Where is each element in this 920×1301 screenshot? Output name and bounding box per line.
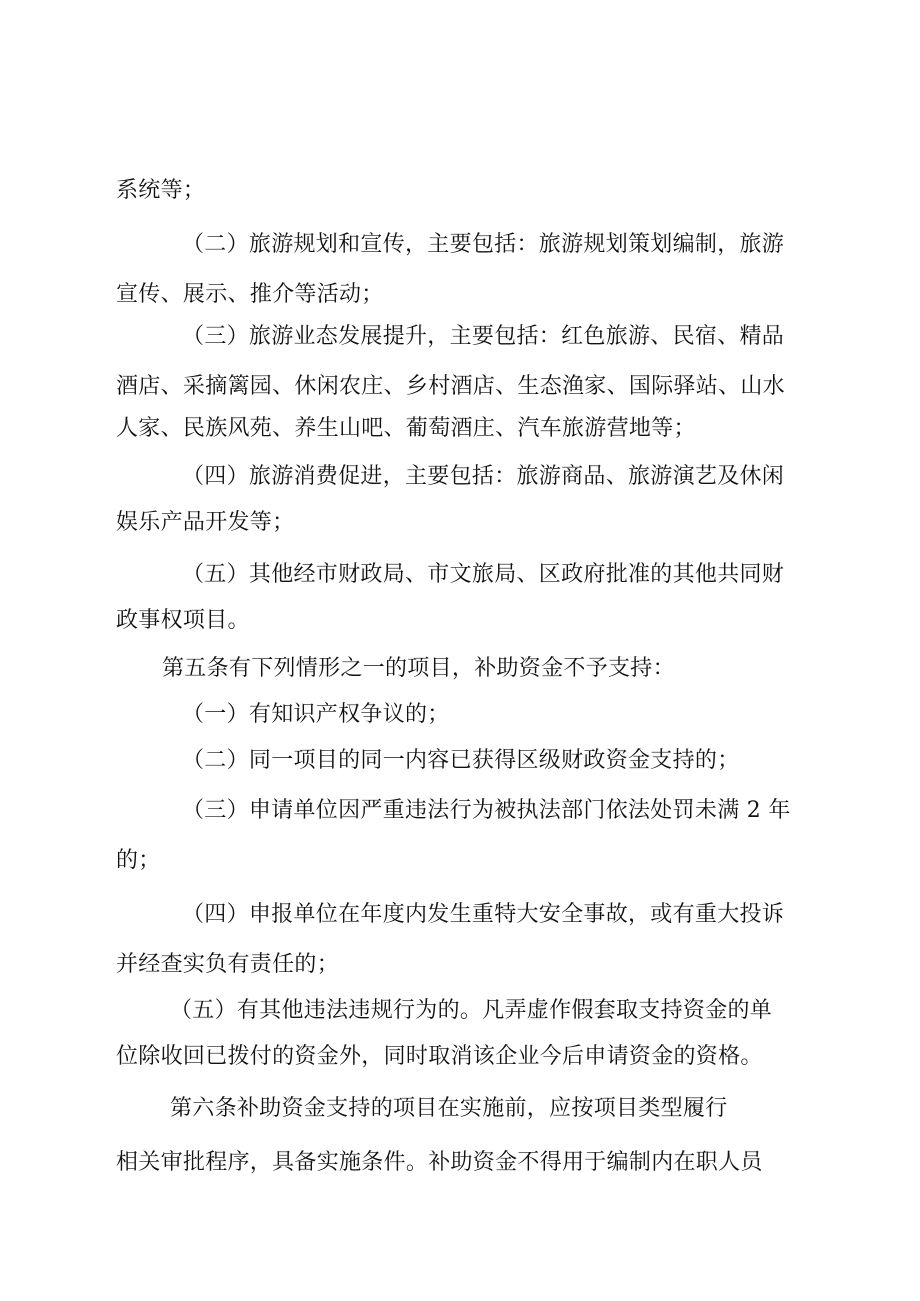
text-line: （五）有其他违法违规行为的。凡弄虚作假套取支持资金的单 xyxy=(170,998,773,1023)
text-line: 第六条补助资金支持的项目在实施前，应按项目类型履行 xyxy=(170,1096,728,1121)
text-line: （二）旅游规划和宣传，主要包括：旅游规划策划编制，旅游 xyxy=(182,232,785,257)
text-line: （三）旅游业态发展提升，主要包括：红色旅游、民宿、精品 xyxy=(182,324,785,349)
text-line: 位除收回已拨付的资金外，同时取消该企业今后申请资金的资格。 xyxy=(116,1044,763,1069)
text-line: 娱乐产品开发等； xyxy=(116,510,295,535)
text-line: （四）申报单位在年度内发生重特大安全事故，或有重大投诉 xyxy=(182,902,785,927)
text-line: （三）申请单位因严重违法行为被执法部门依法处罚未满 2 年 xyxy=(182,798,791,823)
text-line: 相关审批程序，具备实施条件。补助资金不得用于编制内在职人员 xyxy=(116,1150,763,1175)
text-line: 酒店、采摘篱园、休闲农庄、乡村酒店、生态渔家、国际驿站、山水 xyxy=(116,374,786,399)
text-line: 第五条有下列情形之一的项目，补助资金不予支持： xyxy=(162,656,675,681)
text-line: 系统等； xyxy=(116,178,206,203)
text-line: （四）旅游消费促进，主要包括：旅游商品、旅游演艺及休闲 xyxy=(182,464,785,489)
text-line: 政事权项目。 xyxy=(116,608,250,633)
text-line: 并经查实负有责任的； xyxy=(116,952,340,977)
text-line: （一）有知识产权争议的； xyxy=(182,702,450,727)
text-line: 宣传、展示、推介等活动； xyxy=(116,282,384,307)
text-line: （二）同一项目的同一内容已获得区级财政资金支持的； xyxy=(182,748,740,773)
text-line: 的； xyxy=(116,848,161,873)
text-line: （五）其他经市财政局、市文旅局、区政府批准的其他共同财 xyxy=(182,562,785,587)
text-line: 人家、民族风苑、养生山吧、葡萄酒庄、汽车旅游营地等； xyxy=(116,416,696,441)
